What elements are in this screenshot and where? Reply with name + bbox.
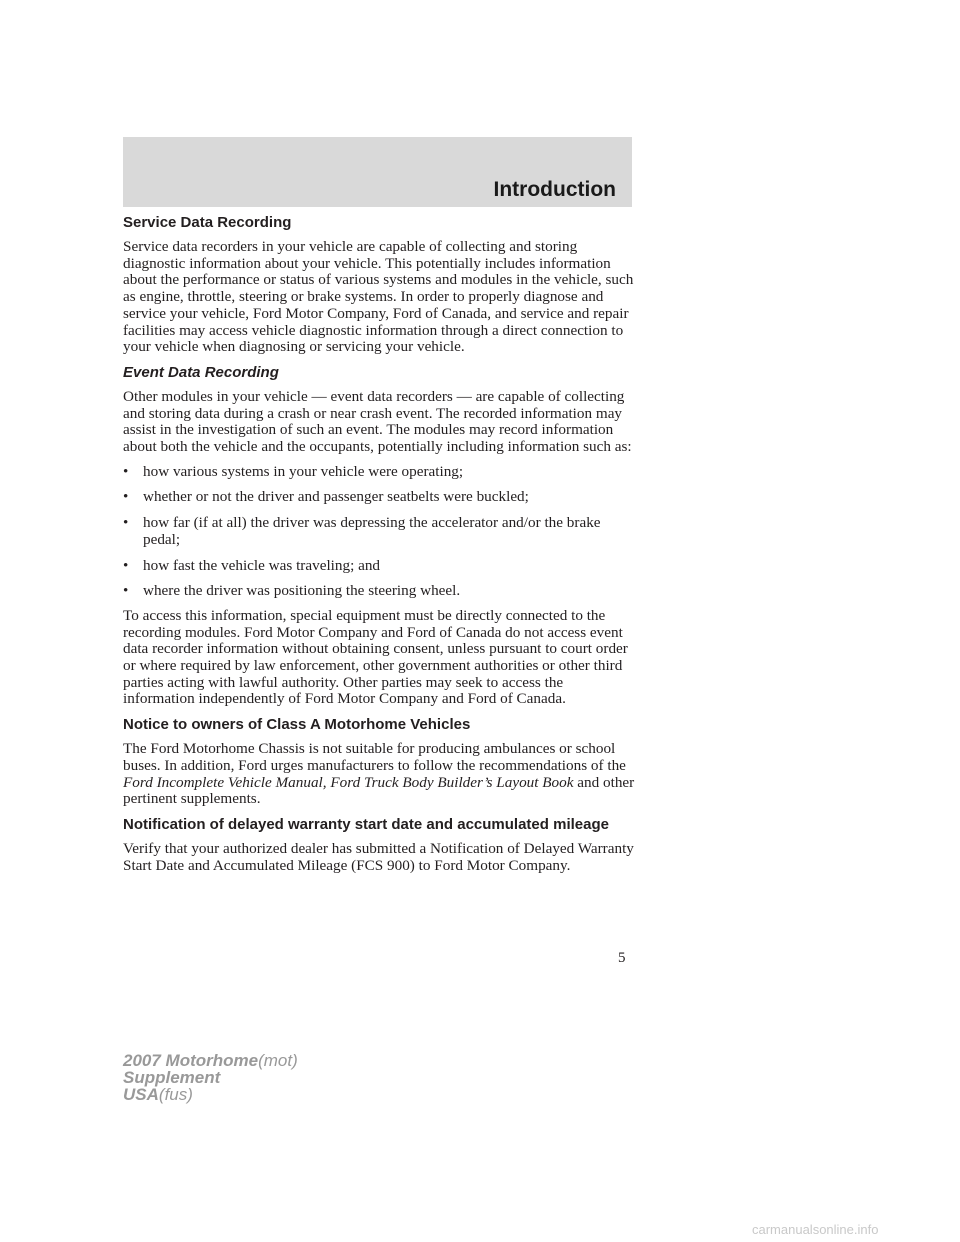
bullet-icon: • <box>123 582 129 600</box>
event-data-intro: Other modules in your vehicle — event data recorders — are capable of collecting and storing data during a crash or near crash event. The recorded information may assist in the investigation of such an event. The modules may record information about both the vehicle and the occupants, potentially including information such as: <box>123 387 632 456</box>
list-item: • how far (if at all) the driver was depressing the accelerator and/or the brake pedal; <box>123 514 601 548</box>
footer-line-1: 2007 Motorhome(mot) <box>123 1051 298 1070</box>
bullet-icon: • <box>123 556 129 574</box>
footer-line-2: Supplement <box>123 1068 221 1087</box>
page-title: Introduction <box>493 178 616 201</box>
footer-line-3: USA(fus) <box>123 1085 193 1104</box>
page-number: 5 <box>618 950 626 966</box>
list-item: • whether or not the driver and passenger seatbelts were buckled; <box>123 488 529 506</box>
section-heading-class-a-notice: Notice to owners of Class A Motorhome Vehicles <box>123 716 471 734</box>
warranty-notification-paragraph: Verify that your authorized dealer has submitted a Notification of Delayed Warranty Start Date and Accumulated Mileage (FCS 900) to Ford Motor Company. <box>123 839 634 874</box>
service-data-paragraph: Service data recorders in your vehicle are capable of collecting and storing diagnostic information about your vehicle. This potentially includes information about the performance or status of various systems and modules in the vehicle, such as engine, throttle, steering or brake systems. In order to properly diagnose and service your vehicle, Ford Motor Company, Ford of Canada, and service and repair facilities may access vehicle diagnostic information through a direct connection to your vehicle when diagnosing or servicing your vehicle. <box>123 238 634 356</box>
header-band <box>123 137 632 207</box>
section-heading-warranty-notification: Notification of delayed warranty start date and accumulated mileage <box>123 815 609 833</box>
section-heading-event-data: Event Data Recording <box>123 363 279 381</box>
watermark-text: carmanualsonline.info <box>752 1222 879 1237</box>
list-item: • how various systems in your vehicle were operating; <box>123 462 464 480</box>
bullet-icon: • <box>123 462 129 480</box>
list-item: • how fast the vehicle was traveling; and <box>123 556 381 574</box>
publication-titles: Ford Incomplete Vehicle Manual, Ford Truck Body Builder’s Layout Book <box>123 773 574 791</box>
event-data-list <box>123 464 638 600</box>
bullet-icon: • <box>123 514 129 532</box>
list-item: • where the driver was positioning the steering wheel. <box>123 582 461 600</box>
class-a-notice-paragraph: The Ford Motorhome Chassis is not suitable for producing ambulances or school buses. In addition, Ford urges manufacturers to follow the recommendations of the Ford Incomplete Vehicle Manual, Ford Truck Body Builder’s Layout Book and other pertinent supplements. <box>123 740 635 808</box>
section-heading-service-data: Service Data Recording <box>123 214 292 231</box>
bullet-icon: • <box>123 488 129 506</box>
page-content <box>123 214 638 882</box>
document-footer <box>123 1052 298 1103</box>
event-data-closing: To access this information, special equipment must be directly connected to the recording modules. Ford Motor Company and Ford of Canada do not access event data recorder information without obtaining consent, unless pursuant to court order or where required by law enforcement, other government authorities or other third parties acting with lawful authority. Other parties may seek to access the information independently of Ford Motor Company and Ford of Canada. <box>123 606 628 708</box>
